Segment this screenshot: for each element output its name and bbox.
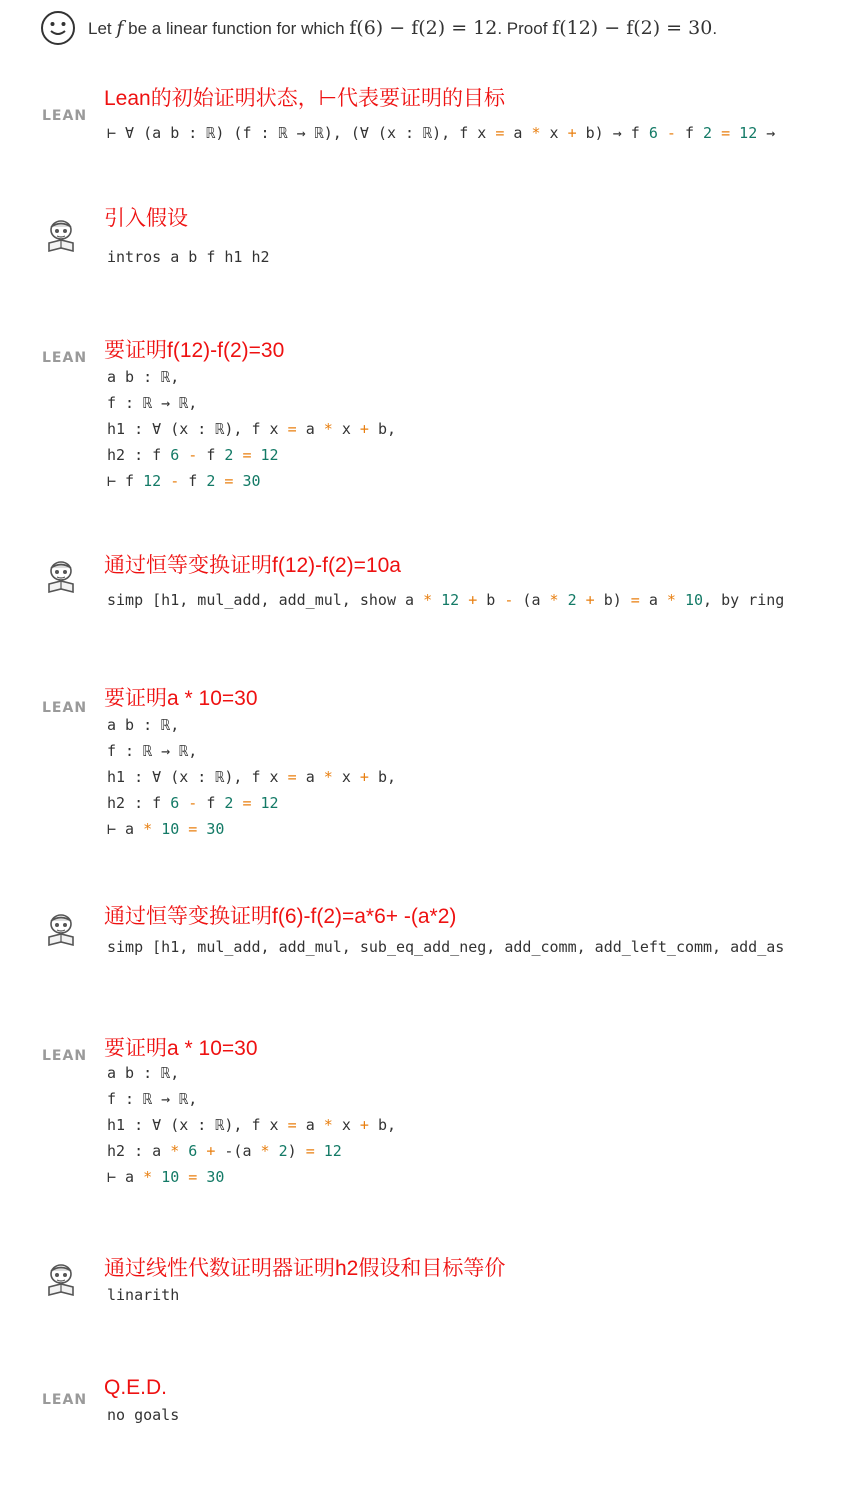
proof-step [40, 198, 866, 318]
robot-reader-icon [40, 216, 82, 258]
code-block [107, 1402, 179, 1428]
code-line: ⊢ ∀ (a b : ℝ) (f : ℝ → ℝ), (∀ (x : ℝ), f x = a * x + b) → f 6 - f 2 = 12 → [107, 124, 776, 142]
code-line: ⊢ a * 10 = 30 [107, 1168, 225, 1186]
proof-step [40, 78, 866, 198]
code-block [107, 712, 396, 842]
code-line: linarith [107, 1286, 180, 1304]
step-label: 要证明a * 10=30 [104, 687, 258, 710]
code-line: simp [h1, mul_add, add_mul, sub_eq_add_neg, add_comm, add_left_comm, add_as [107, 938, 785, 956]
step-label: 通过恒等变换证明f(12)-f(2)=10a [104, 554, 401, 577]
step-label: Lean的初始证明状态，⊢代表要证明的目标 [104, 87, 506, 110]
code-line: h2 : f 6 - f 2 = 12 [107, 446, 279, 464]
code-block [107, 120, 775, 146]
lean-logo-icon: LEAN [42, 1048, 88, 1064]
problem-header [40, 8, 856, 48]
code-line: h1 : ∀ (x : ℝ), f x = a * x + b, [107, 768, 396, 786]
code-block [107, 934, 784, 960]
lean-logo-icon: LEAN [42, 1392, 88, 1408]
step-label: 通过恒等变换证明f(6)-f(2)=a*6+ -(a*2) [104, 905, 457, 928]
code-line: a b : ℝ, [107, 716, 180, 734]
lean-logo-icon: LEAN [42, 700, 88, 716]
proof-step [40, 1248, 866, 1368]
proof-step [40, 1028, 866, 1186]
robot-reader-icon [40, 1260, 82, 1302]
code-line: f : ℝ → ℝ, [107, 394, 198, 412]
robot-reader-icon [40, 557, 82, 599]
code-line: f : ℝ → ℝ, [107, 742, 198, 760]
code-block [107, 587, 784, 613]
smiley-face-icon [40, 10, 76, 46]
code-line: a b : ℝ, [107, 368, 180, 386]
code-block [107, 1282, 179, 1308]
code-line: f : ℝ → ℝ, [107, 1090, 198, 1108]
problem-statement: Let f be a linear function for which f(6) − f(2) = 12. Proof f(12) − f(2) = 30. [88, 17, 718, 39]
lean-logo-icon: LEAN [42, 350, 88, 366]
step-label: Q.E.D. [104, 1376, 168, 1399]
code-block [107, 364, 396, 494]
lean-logo-icon: LEAN [42, 108, 88, 124]
step-label: 通过线性代数证明器证明h2假设和目标等价 [104, 1257, 506, 1280]
step-label: 引入假设 [104, 207, 188, 230]
code-line: h1 : ∀ (x : ℝ), f x = a * x + b, [107, 1116, 396, 1134]
code-line: simp [h1, mul_add, add_mul, show a * 12 + b - (a * 2 + b) = a * 10, by ring [107, 591, 785, 609]
code-block [107, 244, 270, 270]
proof-step [40, 330, 866, 490]
proof-step [40, 545, 866, 665]
code-line: ⊢ f 12 - f 2 = 30 [107, 472, 261, 490]
proof-step [40, 680, 866, 838]
code-line: ⊢ a * 10 = 30 [107, 820, 225, 838]
step-label: 要证明f(12)-f(2)=30 [104, 339, 285, 362]
step-label: 要证明a * 10=30 [104, 1037, 258, 1060]
proof-step [40, 898, 866, 1018]
code-line: intros a b f h1 h2 [107, 248, 270, 266]
code-line: a b : ℝ, [107, 1064, 180, 1082]
code-line: h2 : a * 6 + -(a * 2) = 12 [107, 1142, 342, 1160]
proof-step [40, 1372, 866, 1492]
code-line: h1 : ∀ (x : ℝ), f x = a * x + b, [107, 420, 396, 438]
code-line: no goals [107, 1406, 180, 1424]
code-line: h2 : f 6 - f 2 = 12 [107, 794, 279, 812]
robot-reader-icon [40, 910, 82, 952]
code-block [107, 1060, 396, 1190]
